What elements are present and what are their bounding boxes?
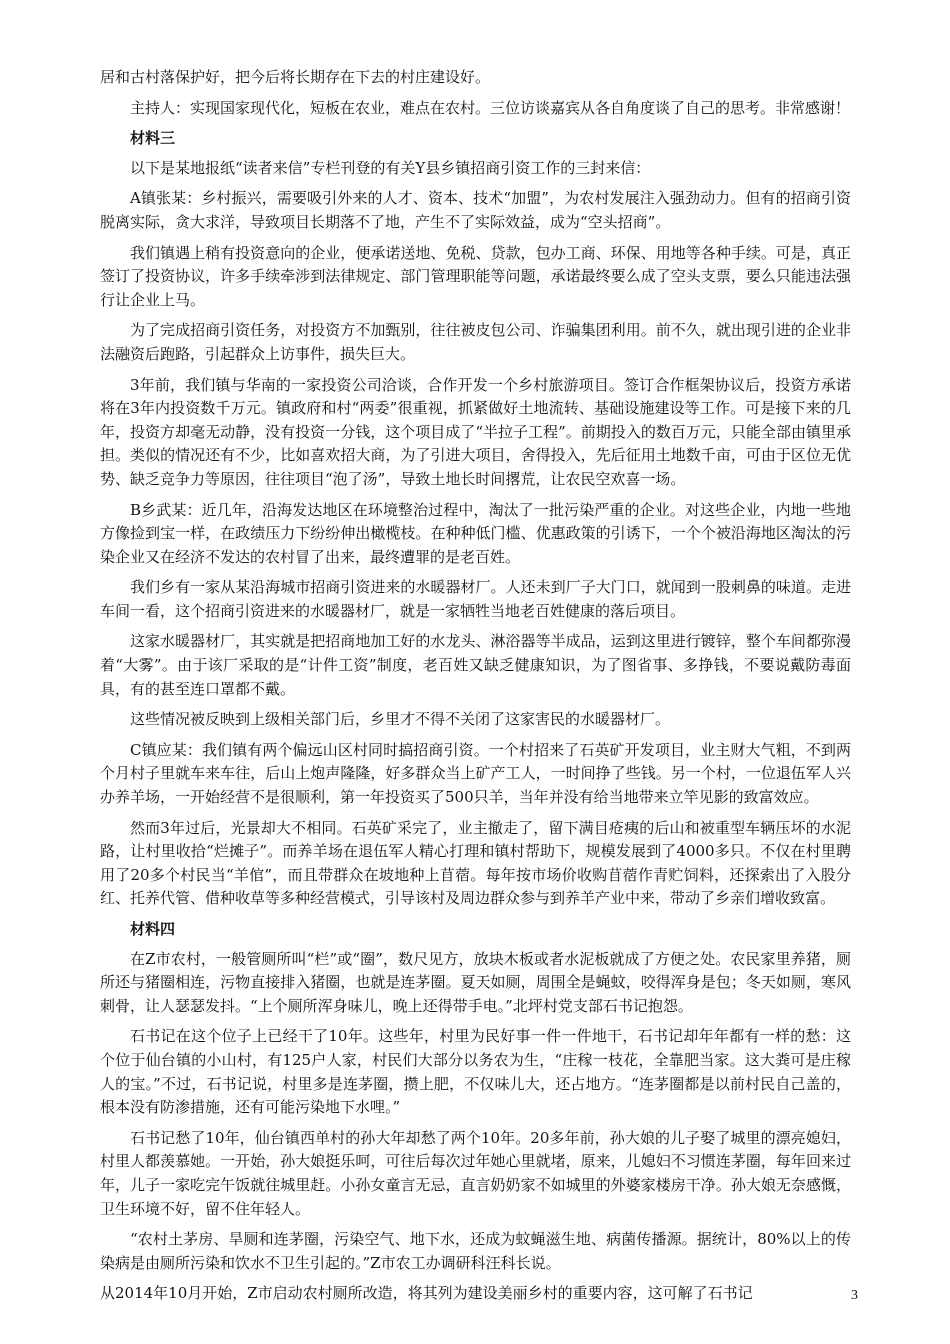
paragraph: 居和古村落保护好，把今后将长期存在下去的村庄建设好。 — [100, 68, 491, 86]
paragraph: “农村土茅房、旱厕和连茅圈，污染空气、地下水，还成为蚊蝇滋生地、病菌传播源。据统计，80%以上的传染病是由厕所污染和饮水不卫生引起的。”Z市农工办调研科汪科长说。 — [100, 1230, 851, 1272]
paragraph: 石书记在这个位子上已经干了10年。这些年，村里为民好事一件一件地干，石书记却年年都有一样的愁：这个位于仙台镇的小山村，有125户人家，村民们大部分以务农为生，“庄稼一枝花，全靠肥当家。这大粪可是庄稼人的宝。”不过，石书记说，村里多是连茅圈，攒上肥，不仅味儿大，还占地方。“连茅圈都是以前村民自己盖的，根本没有防渗措施，还有可能污染地下水哩。” — [100, 1027, 851, 1117]
paragraph: 以下是某地报纸“读者来信”专栏刊登的有关Y县乡镇招商引资工作的三封来信： — [130, 158, 651, 177]
document-body — [100, 66, 851, 1306]
paragraph: 3年前，我们镇与华南的一家投资公司洽谈，合作开发一个乡村旅游项目。签订合作框架协议后，投资方承诺将在3年内投资数千万元。镇政府和村“两委”很重视，抓紧做好土地流转、基础设施建设等工作。可是接下来的几年，投资方却毫无动静，没有投资一分钱，这个项目成了“半拉子工程”。前期投入的数百万元，只能全部由镇里承担。类似的情况还有不少，比如喜欢招大商，为了引进大项目，舍得投入，先后征用土地数千亩，可由于区位无优势、缺乏竞争力等原因，往往项目“泡了汤”，导致土地长时间撂荒，让农民空欢喜一场。 — [100, 375, 851, 488]
paragraph: 我们乡有一家从某沿海城市招商引资进来的水暖器材厂。人还未到厂子大门口，就闻到一股刺鼻的味道。走进车间一看，这个招商引资进来的水暖器材厂，就是一家牺牲当地老百姓健康的落后项目。 — [100, 578, 851, 620]
paragraph: 这家水暖器材厂，其实就是把招商地加工好的水龙头、淋浴器等半成品，运到这里进行镀锌，整个车间都弥漫着“大雾”。由于该厂采取的是“计件工资”制度，老百姓又缺乏健康知识，为了图省事、多挣钱，不要说戴防毒面具，有的甚至连口罩都不戴。 — [100, 632, 851, 698]
section-heading: 材料四 — [130, 920, 176, 938]
paragraph: 石书记愁了10年，仙台镇西单村的孙大年却愁了两个10年。20多年前，孙大娘的儿子娶了城里的漂亮媳妇，村里人都羡慕她。一开始，孙大娘挺乐呵，可往后每次过年她心里就堵，原来，儿媳妇不习惯连茅圈，每年回来过年，儿子一家吃完午饭就往城里赶。小孙女童言无忌，直言奶奶家不如城里的外婆家楼房干净。孙大娘无奈感慨，卫生环境不好，留不住年轻人。 — [100, 1128, 851, 1218]
paragraph: A镇张某：乡村振兴，需要吸引外来的人才、资本、技术“加盟”，为农村发展注入强劲动力。但有的招商引资脱离实际，贪大求洋，导致项目长期落不了地，产生不了实际效益，成为“空头招商”。 — [100, 189, 851, 231]
page-number: 3 — [851, 1288, 858, 1303]
paragraph: 主持人：实现国家现代化，短板在农业，难点在农村。三位访谈嘉宾从各自角度谈了自己的思考。非常感谢！ — [130, 98, 851, 117]
paragraph: 然而3年过后，光景却大不相同。石英矿采完了，业主撤走了，留下满目疮痍的后山和被重型车辆压坏的水泥路，让村里收拾“烂摊子”。而养羊场在退伍军人精心打理和镇村帮助下，规模发展到了4000多只。不仅在村里聘用了20多个村民当“羊倌”，而且带群众在坡地种上苜蓿。每年按市场价收购苜蓿作青贮饲料，还探索出了入股分红、托养代管、借种收草等多种经营模式，引导该村及周边群众参与到养羊产业中来，带动了乡亲们增收致富。 — [100, 818, 851, 908]
paragraph: 这些情况被反映到上级相关部门后，乡里才不得不关闭了这家害民的水暖器材厂。 — [130, 710, 671, 729]
paragraph: 我们镇遇上稍有投资意向的企业，便承诺送地、免税、贷款，包办工商、环保、用地等各种手续。可是，真正签订了投资协议，许多手续牵涉到法律规定、部门管理职能等问题，承诺最终要么成了空头支票，要么只能违法强行让企业上马。 — [100, 243, 851, 309]
paragraph: B乡武某：近几年，沿海发达地区在环境整治过程中，淘汰了一批污染严重的企业。对这些企业，内地一些地方像捡到宝一样，在政绩压力下纷纷伸出橄榄枝。在种种低门槛、优惠政策的引诱下，一个个被沿海地区淘汰的污染企业又在经济不发达的农村冒了出来，最终遭罪的是老百姓。 — [100, 500, 851, 566]
paragraph: 为了完成招商引资任务，对投资方不加甄别，往往被皮包公司、诈骗集团利用。前不久，就出现引进的企业非法融资后跑路，引起群众上访事件，损失巨大。 — [100, 321, 851, 363]
paragraph: 从2014年10月开始，Z市启动农村厕所改造，将其列为建设美丽乡村的重要内容，这可解了石书记 — [100, 1284, 753, 1303]
paragraph: C镇应某：我们镇有两个偏远山区村同时搞招商引资。一个村招来了石英矿开发项目，业主财大气粗，不到两个月村子里就车来车往，后山上炮声隆隆，好多群众当上矿产工人，一时间挣了些钱。另一个村，一位退伍军人兴办养羊场，一开始经营不是很顺利，第一年投资买了500只羊，当年并没有给当地带来立竿见影的致富效应。 — [100, 740, 851, 807]
section-heading: 材料三 — [130, 129, 176, 148]
paragraph: 在Z市农村，一般管厕所叫“栏”或“圈”，数尺见方，放块木板或者水泥板就成了方便之处。农民家里养猪，厕所还与猪圈相连，污物直接排入猪圈，也就是连茅圈。夏天如厕，周围全是蝇蚊，咬得浑身是包；冬天如厕，寒风刺骨，让人瑟瑟发抖。“上个厕所浑身味儿，晚上还得带手电。”北坪村党支部石书记抱怨。 — [100, 949, 851, 1015]
